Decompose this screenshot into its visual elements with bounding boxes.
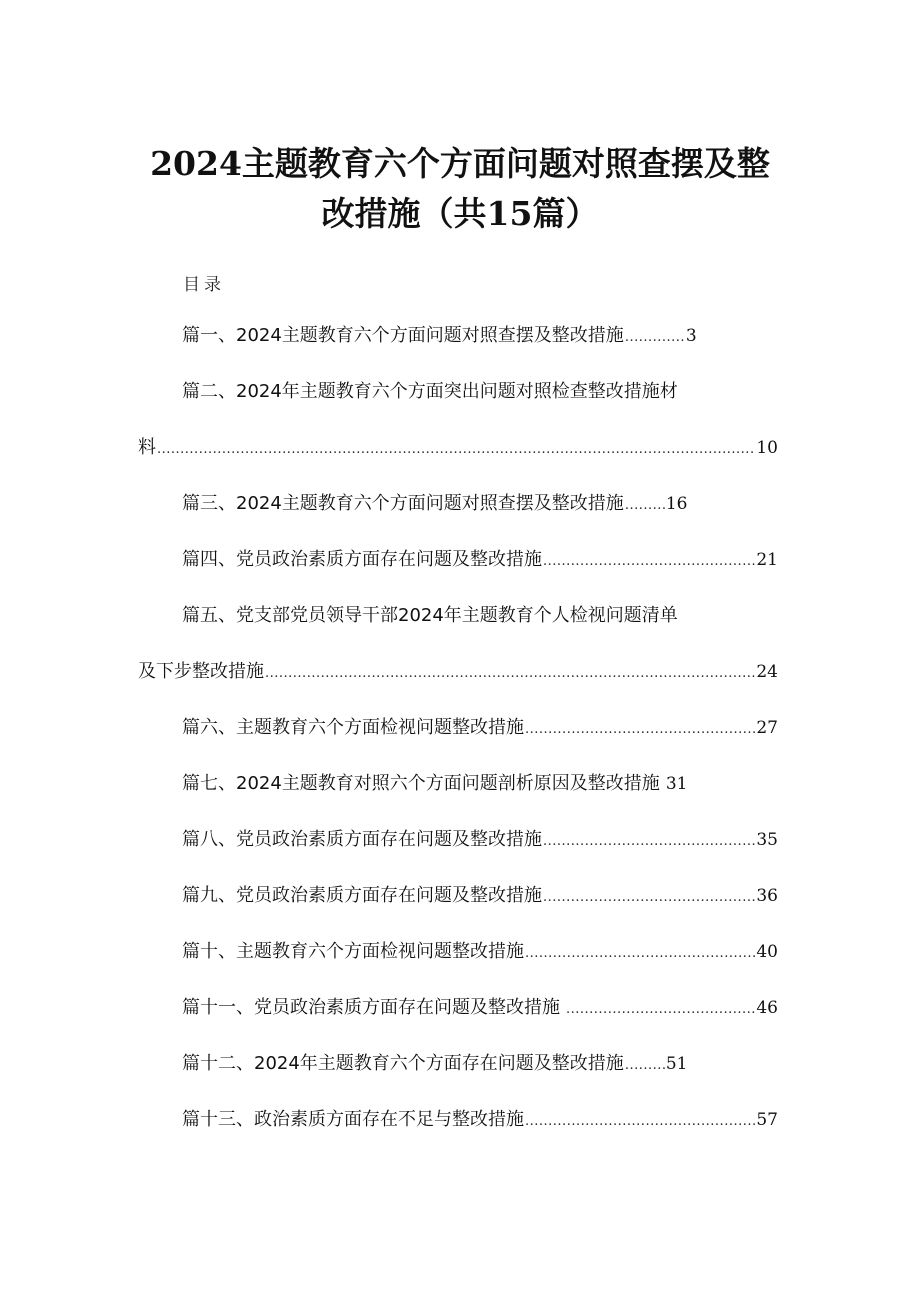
- toc-entry-page: 27: [756, 718, 778, 738]
- toc-entry-13[interactable]: [182, 1108, 778, 1132]
- toc-entry-6[interactable]: [182, 716, 778, 740]
- toc-entry-text: 篇十一、党员政治素质方面存在问题及整改措施: [182, 997, 560, 1018]
- toc-entry-7[interactable]: [182, 772, 778, 796]
- toc-entry-page: 31: [665, 774, 688, 794]
- toc-entry-page: 40: [756, 942, 778, 962]
- toc-entry-page: 21: [756, 550, 778, 570]
- toc-entry-page: 24: [756, 662, 778, 682]
- toc-entry-5-continuation[interactable]: [138, 660, 778, 684]
- toc-entry-text: 篇四、党员政治素质方面存在问题及整改措施: [182, 549, 542, 570]
- toc-entry-2-continuation[interactable]: [138, 436, 778, 460]
- document-title-line-1: 2024主题教育六个方面问题对照查摆及整: [150, 144, 770, 183]
- toc-entry-page: 35: [756, 830, 778, 850]
- toc-entry-4[interactable]: [182, 548, 778, 572]
- toc-leader-dots: [265, 662, 755, 686]
- toc-entry-page: 57: [756, 1110, 778, 1130]
- toc-entry-12[interactable]: [182, 1052, 778, 1076]
- toc-entry-text: 篇十二、2024年主题教育六个方面存在问题及整改措施: [182, 1053, 624, 1074]
- toc-entry-10[interactable]: [182, 940, 778, 964]
- toc-entry-page: 3: [685, 326, 697, 346]
- toc-entry-8[interactable]: [182, 828, 778, 852]
- toc-heading: 目录: [183, 275, 225, 295]
- toc-entry-text: 篇七、2024主题教育对照六个方面问题剖析原因及整改措施: [182, 773, 660, 794]
- toc-leader-dots: [543, 886, 755, 910]
- toc-entry-text: 及下步整改措施: [138, 661, 264, 682]
- toc-entry-page: 10: [756, 438, 778, 458]
- toc-entry-page: 16: [665, 494, 688, 514]
- toc-leader-dots: [525, 718, 755, 742]
- toc-leader-dots: [543, 830, 755, 854]
- toc-leader-dots: [543, 550, 755, 574]
- toc-leader-dots: [157, 438, 755, 462]
- toc-entry-text: 篇八、党员政治素质方面存在问题及整改措施: [182, 829, 542, 850]
- toc-entry-9[interactable]: [182, 884, 778, 908]
- toc-entry-11[interactable]: [182, 996, 778, 1020]
- toc-entry-2[interactable]: [182, 380, 778, 404]
- toc-leader-dots: [525, 1110, 755, 1134]
- toc-leader-dots: [625, 1054, 665, 1078]
- document-title-line-2: 改措施（共15篇）: [321, 194, 599, 233]
- toc-entry-5[interactable]: [182, 604, 778, 628]
- toc-entry-page: 46: [756, 998, 778, 1018]
- toc-entry-1[interactable]: [182, 324, 778, 348]
- toc-entry-text: 篇十、主题教育六个方面检视问题整改措施: [182, 941, 524, 962]
- toc-entry-text: 篇五、党支部党员领导干部2024年主题教育个人检视问题清单: [182, 605, 678, 626]
- toc-leader-dots: [566, 998, 755, 1022]
- toc-entry-page: 36: [756, 886, 778, 906]
- toc-entry-text: 篇一、2024主题教育六个方面问题对照查摆及整改措施: [182, 325, 624, 346]
- toc-entry-text: 篇九、党员政治素质方面存在问题及整改措施: [182, 885, 542, 906]
- toc-entry-3[interactable]: [182, 492, 778, 516]
- toc-entry-text: 篇二、2024年主题教育六个方面突出问题对照检查整改措施材: [182, 381, 678, 402]
- toc-entry-text: 篇六、主题教育六个方面检视问题整改措施: [182, 717, 524, 738]
- toc-entry-page: 51: [665, 1054, 688, 1074]
- toc-leader-dots: [625, 494, 665, 518]
- toc-entry-text: 料: [138, 437, 156, 458]
- toc-entry-text: 篇三、2024主题教育六个方面问题对照查摆及整改措施: [182, 493, 624, 514]
- toc-leader-dots: [625, 326, 685, 350]
- toc-entry-text: 篇十三、政治素质方面存在不足与整改措施: [182, 1109, 524, 1130]
- toc-leader-dots: [525, 942, 755, 966]
